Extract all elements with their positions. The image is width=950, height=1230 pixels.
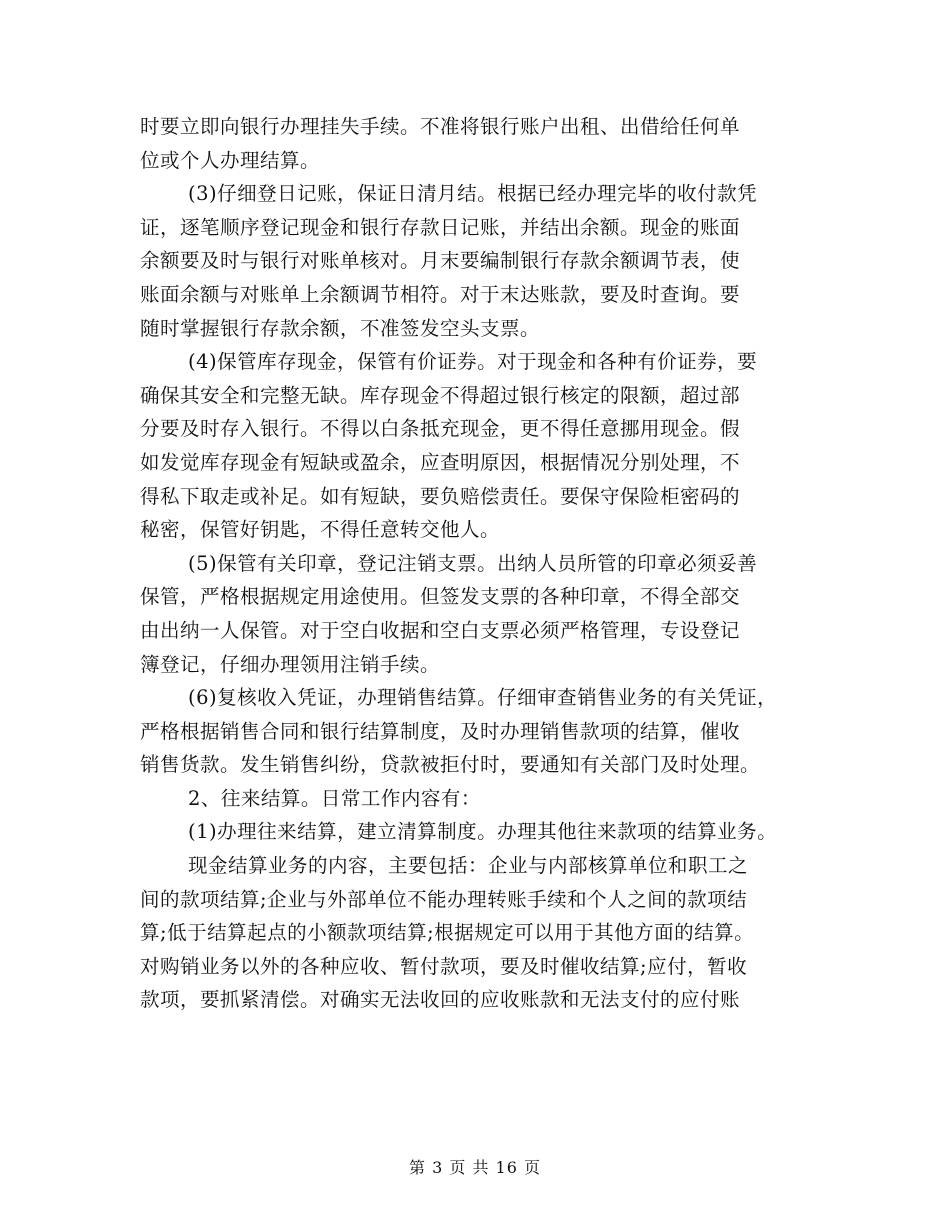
text-line: 款项，要抓紧清偿。对确实无法收回的应收账款和无法支付的应付账 (140, 988, 741, 1012)
text-line: 证，逐笔顺序登记现金和银行存款日记账，并结出余额。现金的账面 (140, 215, 741, 239)
text-line: 秘密，保管好钥匙，不得任意转交他人。 (140, 518, 501, 542)
text-line: 2、往来结算。日常工作内容有： (188, 786, 481, 810)
text-line: 保管，严格根据规定用途使用。但签发支票的各种印章，不得全部交 (140, 585, 741, 609)
text-line: (3)仔细登日记账，保证日清月结。根据已经办理完毕的收付款凭 (188, 182, 758, 206)
text-line: 对购销业务以外的各种应收、暂付款项，要及时催收结算;应付，暂收 (140, 954, 748, 978)
text-line: (5)保管有关印章，登记注销支票。出纳人员所管的印章必须妥善 (188, 551, 758, 575)
text-line: 分要及时存入银行。不得以白条抵充现金，更不得任意挪用现金。假 (140, 417, 741, 441)
text-line: 余额要及时与银行对账单核对。月末要编制银行存款余额调节表，使 (140, 249, 741, 273)
text-line: 算;低于结算起点的小额款项结算;根据规定可以用于其他方面的结算。 (140, 921, 755, 945)
text-line: (4)保管库存现金，保管有价证券。对于现金和各种有价证券，要 (188, 350, 758, 374)
text-line: 得私下取走或补足。如有短缺，要负赔偿责任。要保守保险柜密码的 (140, 484, 741, 508)
text-line: 账面余额与对账单上余额调节相符。对于末达账款，要及时查询。要 (140, 282, 741, 306)
text-line: 位或个人办理结算。 (140, 148, 321, 172)
text-line: 簿登记，仔细办理领用注销手续。 (140, 652, 441, 676)
text-line: 严格根据销售合同和银行结算制度，及时办理销售款项的结算，催收 (140, 719, 741, 743)
document-body (140, 110, 830, 1017)
text-line: 如发觉库存现金有短缺或盈余，应查明原因，根据情况分别处理，不 (140, 450, 741, 474)
text-line: 由出纳一人保管。对于空白收据和空白支票必须严格管理，专设登记 (140, 618, 741, 642)
text-line: 随时掌握银行存款余额，不准签发空头支票。 (140, 316, 541, 340)
text-line: (1)办理往来结算，建立清算制度。办理其他往来款项的结算业务。 (188, 820, 778, 844)
text-line: 间的款项结算;企业与外部单位不能办理转账手续和个人之间的款项结 (140, 887, 748, 911)
text-line: 销售货款。发生销售纠纷，贷款被拒付时，要通知有关部门及时处理。 (140, 753, 761, 777)
text-line: 确保其安全和完整无缺。库存现金不得超过银行核定的限额，超过部 (140, 383, 741, 407)
text-line: 时要立即向银行办理挂失手续。不准将银行账户出租、出借给任何单 (140, 115, 741, 138)
text-line: 现金结算业务的内容，主要包括：企业与内部核算单位和职工之 (188, 854, 749, 878)
text-line: (6)复核收入凭证，办理销售结算。仔细审查销售业务的有关凭证， (188, 686, 778, 710)
page-footer: 第 3 页 共 16 页 (409, 1158, 541, 1177)
